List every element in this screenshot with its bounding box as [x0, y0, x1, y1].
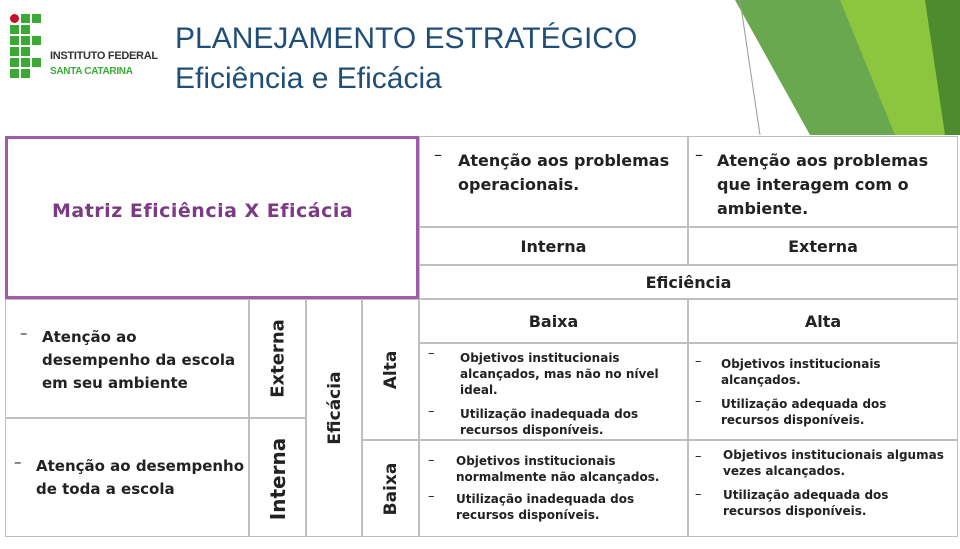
row-label-alta-cell — [362, 299, 419, 440]
bullet-dash: – — [695, 394, 702, 409]
matrix-title: Matriz Eficiência X Eficácia — [52, 200, 354, 222]
efficacy-label: Eficácia — [325, 371, 345, 445]
cell-text-2: Utilização adequada dos recursos disponíveis. — [721, 397, 887, 427]
row-label-interna-cell — [249, 418, 306, 537]
top-right-focus-cell — [688, 136, 958, 227]
left-top-focus-text: Atenção ao desempenho da escola em seu ambiente — [42, 328, 236, 392]
column-header-interna: Interna — [419, 227, 688, 265]
matrix-cell-low-efficacy-low-efficiency — [419, 440, 688, 537]
efficacy-label-cell — [306, 299, 362, 537]
left-bottom-focus-cell — [5, 418, 249, 537]
bullet-dash: – — [428, 489, 435, 504]
slide-title: PLANEJAMENTO ESTRATÉGICO — [175, 22, 638, 55]
logo-text-line1: INSTITUTO FEDERAL — [50, 50, 158, 62]
bullet-dash: – — [695, 487, 702, 502]
row-label-baixa: Baixa — [381, 462, 401, 516]
slide-subtitle: Eficiência e Eficácia — [175, 62, 442, 95]
top-left-focus-cell — [419, 136, 688, 227]
row-label-baixa-cell — [362, 440, 419, 537]
cell-text-1: Objetivos institucionais alcançados. — [721, 357, 881, 387]
bullet-dash: – — [695, 145, 703, 164]
top-right-focus-text: Atenção aos problemas que interagem com o ambiente. — [717, 151, 929, 218]
row-label-externa: Externa — [267, 319, 289, 398]
bullet-dash: – — [695, 354, 702, 369]
cell-text-2: Utilização adequada dos recursos disponíveis. — [723, 488, 889, 518]
logo — [10, 14, 44, 84]
left-top-focus-cell — [5, 299, 249, 418]
bullet-dash: – — [20, 324, 28, 342]
logo-text-line2: SANTA CATARINA — [50, 66, 133, 77]
cell-text-2: Utilização inadequada dos recursos disponíveis. — [456, 492, 635, 522]
column-header-baixa: Baixa — [419, 299, 688, 343]
cell-text-1: Objetivos institucionais alcançados, mas não no nível ideal. — [460, 351, 659, 397]
efficiency-header: Eficiência — [419, 265, 958, 299]
row-label-externa-cell — [249, 299, 306, 418]
matrix-cell-high-efficacy-low-efficiency — [419, 343, 688, 440]
bullet-dash: – — [428, 346, 435, 361]
column-header-alta: Alta — [688, 299, 958, 343]
bullet-dash: – — [695, 449, 702, 464]
cell-text-1: Objetivos institucionais algumas vezes alcançados. — [723, 448, 944, 478]
decorative-corner — [720, 0, 960, 135]
matrix-cell-high-efficacy-high-efficiency — [688, 343, 958, 440]
left-bottom-focus-text: Atenção ao desempenho de toda a escola — [36, 457, 245, 498]
column-header-externa: Externa — [688, 227, 958, 265]
matrix-cell-low-efficacy-high-efficiency — [688, 440, 958, 537]
bullet-dash: – — [428, 453, 435, 468]
cell-text-1: Objetivos institucionais normalmente não alcançados. — [456, 454, 660, 484]
bullet-dash: – — [428, 404, 435, 419]
row-label-interna: Interna — [266, 437, 290, 521]
cell-text-2: Utilização inadequada dos recursos disponíveis. — [460, 407, 639, 437]
bullet-dash: – — [14, 453, 22, 471]
top-left-focus-text: Atenção aos problemas operacionais. — [458, 151, 670, 194]
bullet-dash: – — [434, 145, 442, 164]
row-label-alta: Alta — [381, 350, 401, 390]
